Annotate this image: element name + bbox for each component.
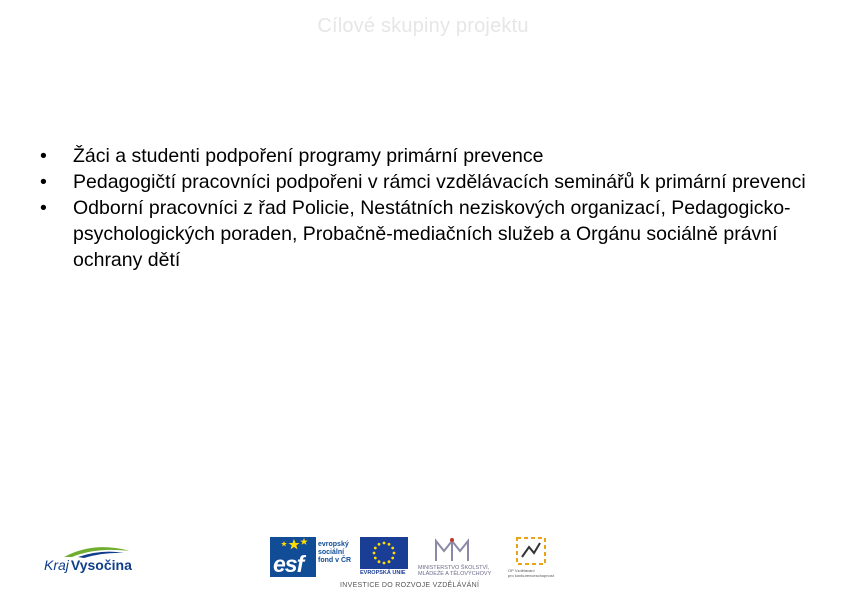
op-vk-caption-line: OP Vzdělávání — [508, 568, 535, 573]
eu-stars-icon — [360, 537, 408, 569]
op-vk-caption — [508, 568, 554, 578]
esf-caption — [318, 541, 351, 565]
bullet-item — [40, 169, 820, 195]
bullet-text: Odborní pracovníci z řad Policie, Nestátních neziskových organizací, Pedagogicko-psychologických poraden, Probačně-mediačních služeb a Orgánu sociálně právní ochrany dětí — [73, 197, 791, 271]
msmt-caption — [418, 565, 491, 577]
bullet-text: Žáci a studenti podpoření programy primární prevence — [73, 145, 544, 167]
bullet-item — [40, 143, 820, 169]
msmt-caption-line: MLÁDEŽE A TĚLOVÝCHOVY — [418, 571, 492, 577]
bullet-item — [40, 195, 820, 273]
msmt-caption-line: MINISTERSTVO ŠKOLSTVÍ, — [418, 565, 490, 571]
msmt-logo — [418, 537, 498, 577]
vysocina-kraj-text: Kraj — [44, 557, 69, 573]
esf-caption-line: evropský — [318, 541, 349, 548]
esf-mark — [270, 537, 316, 577]
esf-logo — [270, 537, 358, 577]
vysocina-name-text: Vysočina — [70, 557, 132, 573]
esf-letters: esf — [273, 551, 304, 577]
esf-stars-icon — [270, 537, 316, 551]
kraj-vysocina-logo — [44, 545, 134, 577]
op-vk-logo — [508, 535, 558, 579]
bullet-marker: • — [40, 197, 47, 219]
op-vk-caption-line: pro konkurenceschopnost — [508, 573, 554, 578]
vysocina-wordmark — [44, 557, 132, 573]
bullet-list — [40, 143, 820, 273]
msmt-emblem-icon — [432, 537, 472, 563]
eu-caption: EVROPSKÁ UNIE — [360, 570, 406, 576]
bullet-marker: • — [40, 171, 47, 193]
footer-tagline: INVESTICE DO ROZVOJE VZDĚLÁVÁNÍ — [340, 582, 480, 589]
bullet-text: Pedagogičtí pracovníci podpořeni v rámci vzdělávacích seminářů k primární prevenci — [73, 171, 806, 193]
op-vk-emblem-icon — [514, 535, 548, 567]
esf-caption-line: fond v ČR — [318, 557, 352, 564]
slide-title: Cílové skupiny projektu — [317, 15, 529, 37]
esf-caption-line: sociální — [318, 549, 345, 556]
bullet-marker: • — [40, 145, 47, 167]
eu-logo — [360, 537, 410, 577]
eu-flag-icon — [360, 537, 408, 569]
